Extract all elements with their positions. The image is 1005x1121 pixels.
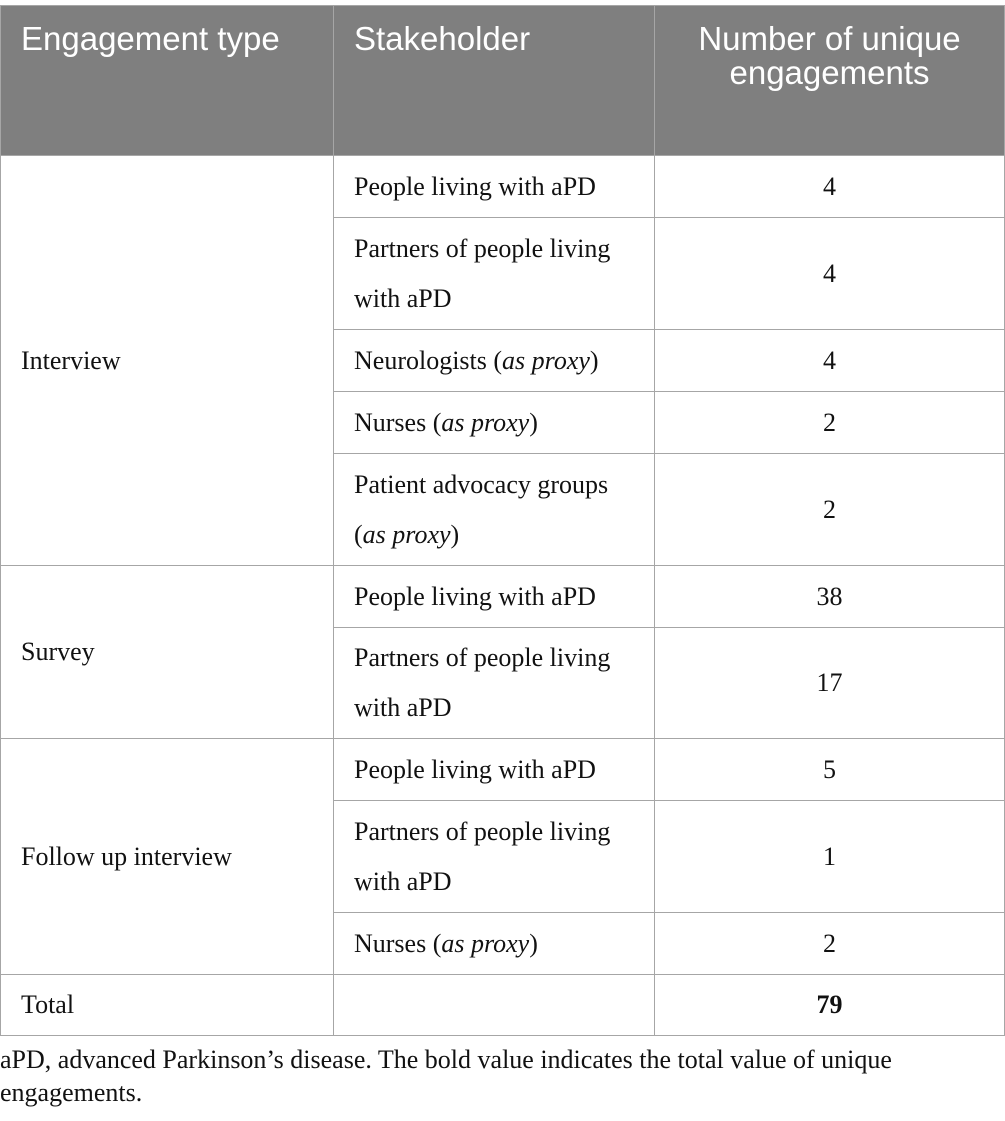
count-cell: 4 xyxy=(655,156,1005,218)
count-cell: 2 xyxy=(655,913,1005,975)
total-stakeholder-cell xyxy=(334,975,655,1036)
total-label: Total xyxy=(1,975,334,1036)
stakeholder-cell: Partners of people living with aPD xyxy=(334,218,655,330)
stakeholder-cell: Nurses (as proxy) xyxy=(334,392,655,454)
engagement-type-cell: Interview xyxy=(1,156,334,566)
table-row xyxy=(1,566,1005,628)
header-number-of-unique-engagements: Number of unique engagements xyxy=(655,6,1005,156)
total-count: 79 xyxy=(655,975,1005,1036)
header-row xyxy=(1,6,1005,156)
engagements-table xyxy=(0,5,1005,1036)
count-cell: 4 xyxy=(655,330,1005,392)
stakeholder-cell: Partners of people living with aPD xyxy=(334,628,655,739)
stakeholder-cell: People living with aPD xyxy=(334,156,655,218)
count-cell: 17 xyxy=(655,628,1005,739)
stakeholder-cell: Patient advocacy groups (as proxy) xyxy=(334,454,655,566)
engagement-type-cell: Follow up interview xyxy=(1,739,334,975)
engagement-type-cell: Survey xyxy=(1,566,334,739)
table-row xyxy=(1,156,1005,218)
table-row xyxy=(1,739,1005,801)
table-footnote: aPD, advanced Parkinson’s disease. The bold value indicates the total value of unique engagements. xyxy=(0,1045,892,1107)
stakeholder-cell: People living with aPD xyxy=(334,739,655,801)
header-engagement-type: Engagement type xyxy=(1,6,334,156)
count-cell: 4 xyxy=(655,218,1005,330)
count-cell: 38 xyxy=(655,566,1005,628)
stakeholder-cell: Partners of people living with aPD xyxy=(334,801,655,913)
total-row xyxy=(1,975,1005,1036)
count-cell: 2 xyxy=(655,392,1005,454)
stakeholder-cell: Neurologists (as proxy) xyxy=(334,330,655,392)
count-cell: 5 xyxy=(655,739,1005,801)
stakeholder-cell: Nurses (as proxy) xyxy=(334,913,655,975)
header-stakeholder: Stakeholder xyxy=(334,6,655,156)
count-cell: 2 xyxy=(655,454,1005,566)
stakeholder-cell: People living with aPD xyxy=(334,566,655,628)
count-cell: 1 xyxy=(655,801,1005,913)
